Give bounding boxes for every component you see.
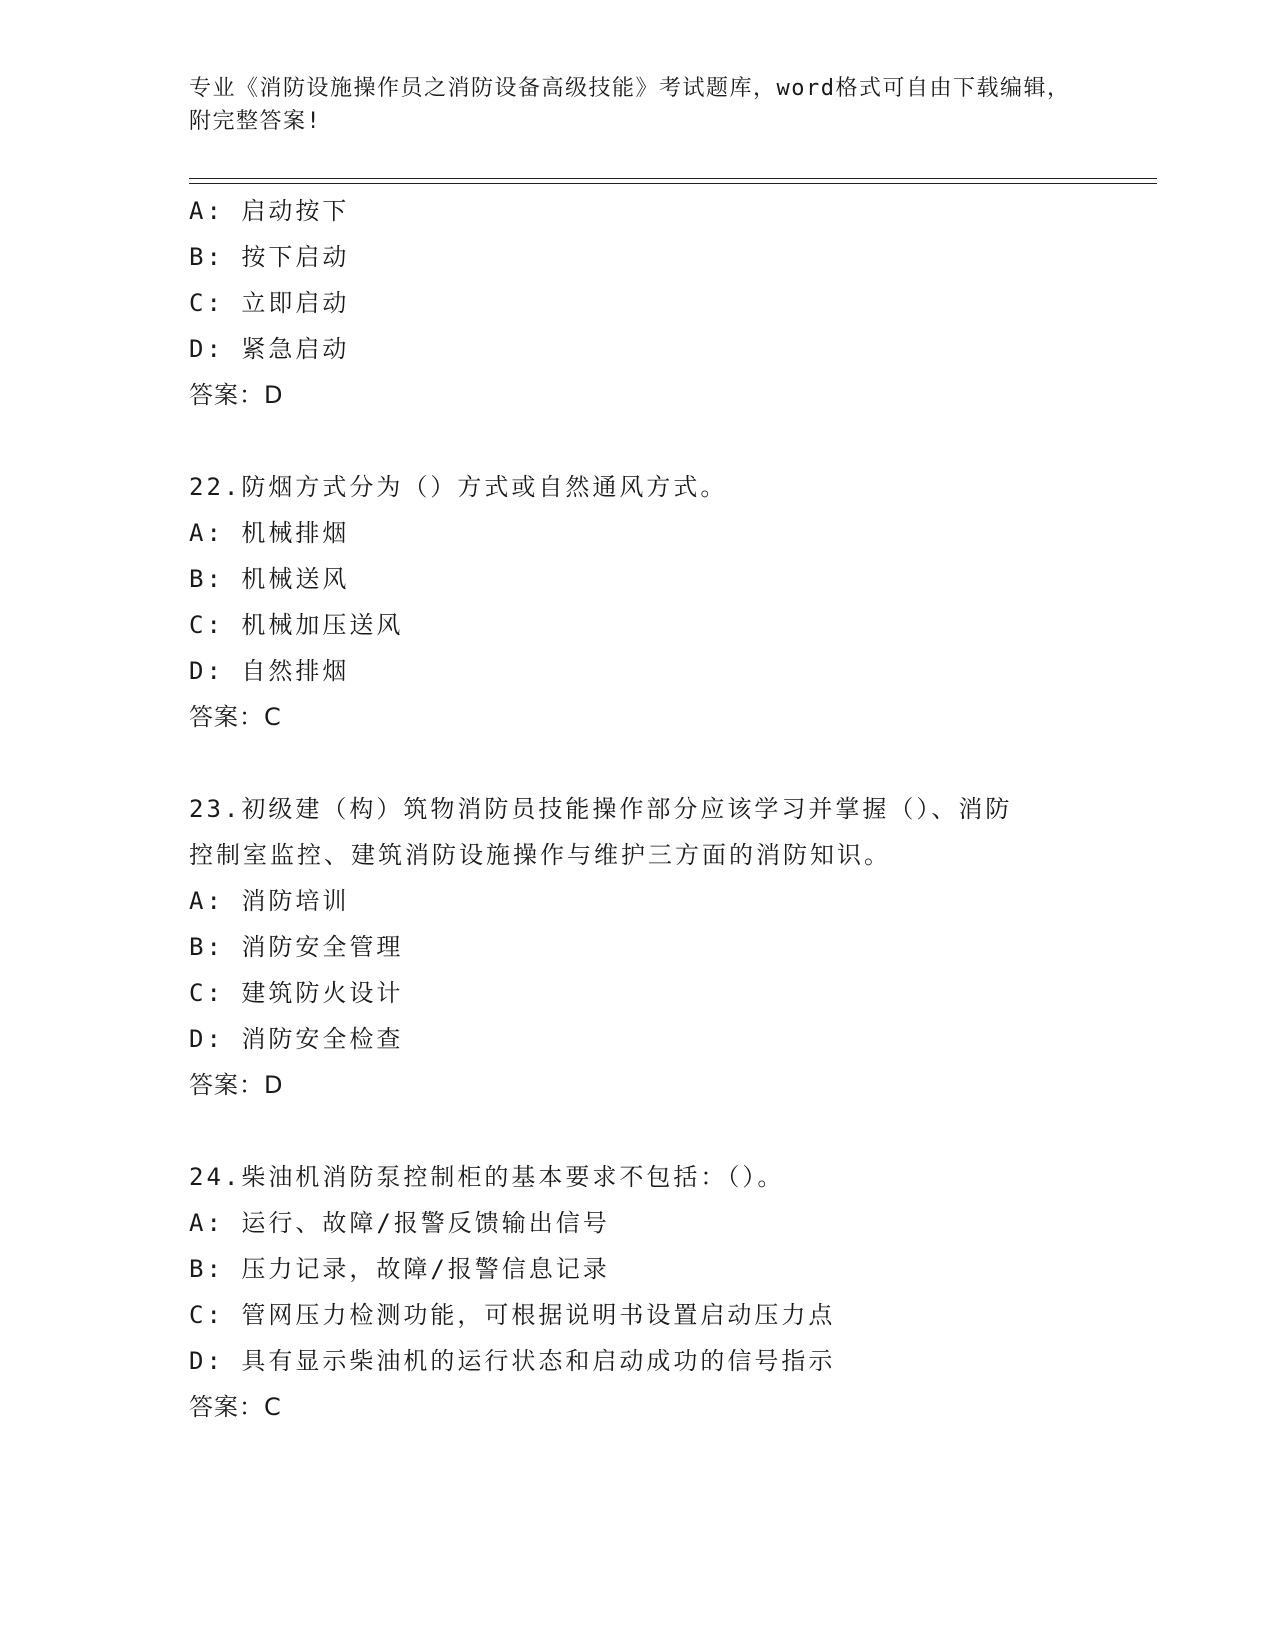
option-a: A: 启动按下 bbox=[189, 197, 350, 225]
spacer bbox=[189, 1108, 1089, 1154]
document-header: 专业《消防设施操作员之消防设备高级技能》考试题库，word格式可自由下载编辑，附完整答案! bbox=[189, 76, 1071, 134]
header-divider-bottom bbox=[189, 183, 1157, 184]
option-b: B: 机械送风 bbox=[189, 565, 350, 593]
answer: 答案：C bbox=[189, 703, 282, 731]
option-c: C: 管网压力检测功能，可根据说明书设置启动压力点 bbox=[189, 1301, 836, 1329]
spacer bbox=[189, 740, 1089, 786]
option-b: B: 消防安全管理 bbox=[189, 933, 404, 961]
question-list bbox=[189, 188, 1089, 1430]
question-text-line-2: 控制室监控、建筑消防设施操作与维护三方面的消防知识。 bbox=[189, 841, 891, 869]
option-c: C: 建筑防火设计 bbox=[189, 979, 404, 1007]
question-text: 24.柴油机消防泵控制柜的基本要求不包括：（）。 bbox=[189, 1163, 785, 1191]
option-a: A: 消防培训 bbox=[189, 887, 350, 915]
header-divider-top bbox=[189, 178, 1157, 179]
answer: 答案：C bbox=[189, 1393, 282, 1421]
option-c: C: 机械加压送风 bbox=[189, 611, 404, 639]
question-23 bbox=[189, 786, 1089, 1108]
option-b: B: 压力记录，故障/报警信息记录 bbox=[189, 1255, 610, 1283]
question-21 bbox=[189, 188, 1089, 418]
question-24 bbox=[189, 1154, 1089, 1430]
spacer bbox=[189, 418, 1089, 464]
option-d: D: 消防安全检查 bbox=[189, 1025, 404, 1053]
option-b: B: 按下启动 bbox=[189, 243, 350, 271]
option-c: C: 立即启动 bbox=[189, 289, 350, 317]
answer: 答案：D bbox=[189, 381, 284, 409]
question-text: 22.防烟方式分为（）方式或自然通风方式。 bbox=[189, 473, 728, 501]
option-a: A: 运行、故障/报警反馈输出信号 bbox=[189, 1209, 610, 1237]
option-a: A: 机械排烟 bbox=[189, 519, 350, 547]
answer: 答案：D bbox=[189, 1071, 284, 1099]
question-22 bbox=[189, 464, 1089, 740]
option-d: D: 自然排烟 bbox=[189, 657, 350, 685]
question-text-line-1: 23.初级建（构）筑物消防员技能操作部分应该学习并掌握（）、消防 bbox=[189, 795, 1013, 823]
option-d: D: 具有显示柴油机的运行状态和启动成功的信号指示 bbox=[189, 1347, 836, 1375]
option-d: D: 紧急启动 bbox=[189, 335, 350, 363]
